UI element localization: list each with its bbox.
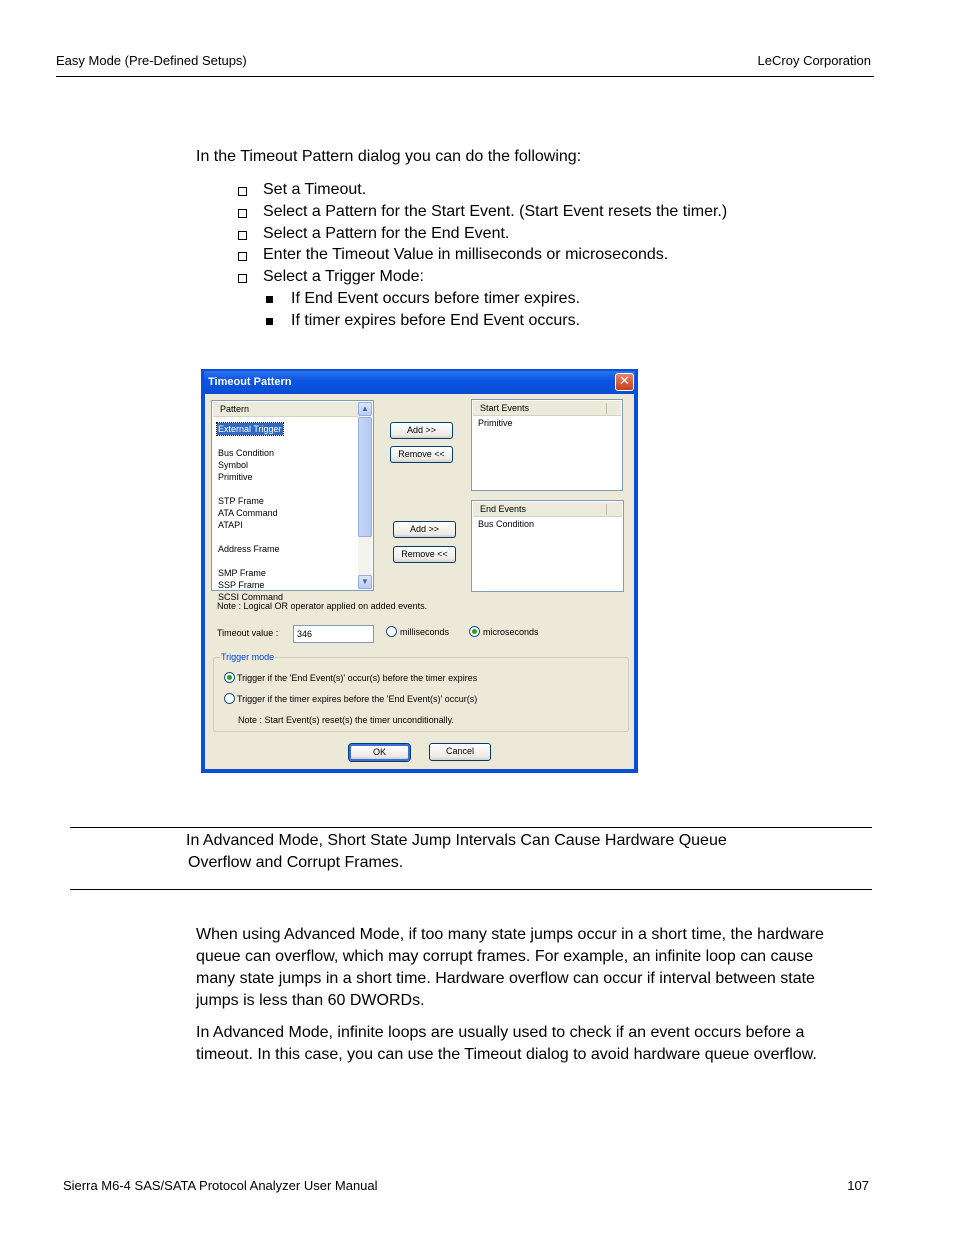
checkbox-bullet-icon [238,209,247,218]
dialog-body [205,394,634,769]
pattern-listbox[interactable] [211,400,374,602]
checkbox-bullet-icon [238,187,247,196]
checkbox-bullet-icon [238,274,247,283]
square-bullet-icon [266,318,273,325]
text-line: queue can overflow, which may corrupt frames. For example, an infinite loop can cause [196,948,814,965]
list-item[interactable]: STP Frame [218,496,264,506]
footer-title: Sierra M6-4 SAS/SATA Protocol Analyzer User Manual [63,1178,378,1193]
running-header-left: Easy Mode (Pre-Defined Setups) [56,53,247,68]
square-bullet-icon [266,296,273,303]
scroll-thumb[interactable] [358,417,372,537]
or-operator-note: Note : Logical OR operator applied on added events. [217,601,428,611]
text-line: jumps is less than 60 DWORDs. [196,992,425,1009]
close-button[interactable] [615,373,634,391]
list-item[interactable]: Bus Condition [478,519,535,529]
timeout-value-input[interactable]: 346 [293,625,374,643]
trigger-option-2-label: Trigger if the timer expires before the 'End Event(s)' occur(s) [237,694,478,704]
text-line: When using Advanced Mode, if too many state jumps occur in a short time, the hardware [196,926,824,943]
trigger-option-1-label: Trigger if the 'End Event(s)' occur(s) before the timer expires [237,673,478,683]
pattern-scrollbar[interactable] [358,402,372,589]
chevron-up-icon: ▲ [361,404,369,413]
checkbox-bullet-icon [238,252,247,261]
list-item[interactable]: Primitive [478,418,513,428]
timeout-pattern-dialog [201,369,638,773]
note-line-1: In Advanced Mode, Short State Jump Intervals Can Cause Hardware Queue [186,832,727,849]
chevron-down-icon: ▼ [361,577,369,586]
list-item[interactable]: Primitive [218,472,253,482]
list-item[interactable]: ATA Command [218,508,278,518]
intro-paragraph: In the Timeout Pattern dialog you can do the following: [196,148,582,165]
remove-end-event-button[interactable]: Remove << [393,546,456,563]
pattern-list-header: Pattern [213,402,372,417]
microseconds-radio[interactable] [469,626,480,637]
list-item[interactable]: Address Frame [218,544,280,554]
page-number: 107 [847,1178,869,1193]
remove-start-event-button[interactable]: Remove << [390,446,453,463]
list-item[interactable]: SSP Frame [218,580,265,590]
dialog-title-bar [204,371,635,394]
close-icon: ✕ [619,374,630,389]
end-events-listbox[interactable] [471,500,624,592]
timeout-label: Timeout value : [217,628,279,638]
text-line: timeout. In this case, you can use the Timeout dialog to avoid hardware queue overflow. [196,1046,817,1063]
trigger-mode-group [213,652,629,732]
text-line: In Advanced Mode, infinite loops are usually used to check if an event occurs before a [196,1024,805,1041]
ok-button[interactable]: OK [349,744,410,761]
milliseconds-label: milliseconds [400,627,450,637]
list-item[interactable]: Symbol [218,460,249,470]
start-events-header: Start Events [473,401,621,416]
start-events-listbox[interactable] [471,399,623,491]
cancel-button[interactable]: Cancel [429,743,491,761]
trigger-timer-first-radio[interactable] [224,693,235,704]
list-item[interactable]: ATAPI [218,520,243,530]
list-item[interactable]: SMP Frame [218,568,266,578]
dialog-title: Timeout Pattern [208,376,292,388]
add-end-event-button[interactable]: Add >> [393,521,456,538]
note-bottom-rule [70,889,872,890]
running-header-right: LeCroy Corporation [757,53,871,68]
trigger-mode-title: Trigger mode [221,652,275,662]
scroll-down-button[interactable] [358,575,372,589]
header-rule [56,76,874,77]
add-start-event-button[interactable]: Add >> [390,422,453,439]
checkbox-bullet-icon [238,231,247,240]
milliseconds-radio[interactable] [386,626,397,637]
note-top-rule [70,827,872,828]
scroll-up-button[interactable] [358,402,372,416]
start-event-reset-note: Note : Start Event(s) reset(s) the timer unconditionally. [238,715,454,725]
note-line-2: Overflow and Corrupt Frames. [188,854,404,871]
list-item[interactable]: Bus Condition [218,448,275,458]
end-events-header: End Events [473,502,622,517]
list-item[interactable]: SCSI Command [218,592,284,602]
text-line: many state jumps in a short time. Hardware overflow can occur if interval between state [196,970,815,987]
list-item[interactable]: External Trigger [218,424,282,434]
trigger-end-event-first-radio[interactable] [224,672,235,683]
microseconds-label: microseconds [483,627,539,637]
